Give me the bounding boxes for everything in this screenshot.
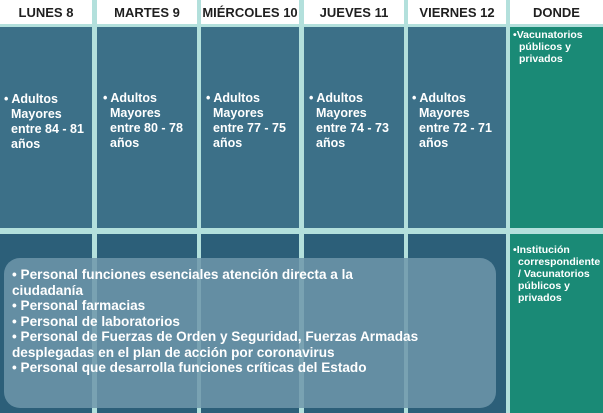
cell-line: Adultos — [419, 91, 466, 105]
bullet-icon: • — [513, 29, 517, 41]
donde-line: / Vacunatorios — [518, 268, 590, 280]
personnel-line: • Personal de laboratorios — [12, 313, 180, 329]
cell-line: entre 80 - 78 — [110, 121, 183, 135]
cell-lunes-row1 — [0, 27, 92, 228]
header-miercoles — [201, 0, 299, 24]
bullet-icon: • — [513, 244, 517, 256]
bullet-icon: • — [309, 91, 314, 105]
donde-line: privados — [519, 53, 563, 65]
donde-line: Vacunatorios — [516, 29, 583, 41]
personnel-line: ciudadanía — [12, 282, 84, 298]
cell-miercoles-row1 — [201, 27, 299, 228]
bullet-icon: • — [4, 92, 9, 106]
cell-miercoles-text — [206, 91, 286, 151]
donde-row1-text — [513, 29, 583, 65]
cell-donde-row1 — [510, 27, 603, 228]
cell-line: años — [11, 137, 41, 151]
personnel-line: • Personal que desarrolla funciones críticas del Estado — [12, 360, 367, 375]
cell-line: Mayores — [110, 106, 161, 120]
cell-line: Mayores — [419, 106, 470, 120]
donde-row2-text — [513, 244, 600, 304]
header-viernes — [408, 0, 506, 24]
personnel-line: • Personal funciones esenciales atención directa a la — [12, 267, 353, 282]
bullet-icon: • — [206, 91, 211, 105]
bullet-icon: • — [103, 91, 108, 105]
header-donde — [510, 0, 603, 24]
cell-line: Adultos — [110, 91, 157, 105]
donde-line: correspondiente — [518, 256, 601, 268]
cell-line: años — [316, 136, 346, 150]
cell-line: entre 72 - 71 — [419, 121, 492, 135]
cell-martes-row1 — [97, 27, 197, 228]
personnel-line: • Personal de Fuerzas de Orden y Seguridad, Fuerzas Armadas — [12, 329, 419, 344]
header-jueves — [304, 0, 404, 24]
donde-line: Institución — [516, 244, 570, 256]
cell-line: años — [419, 136, 449, 150]
cell-line: Adultos — [213, 91, 260, 105]
cell-line: Mayores — [213, 106, 264, 120]
header-lunes-label: LUNES 8 — [18, 4, 74, 20]
personnel-list-box — [4, 258, 496, 408]
cell-line: entre 84 - 81 — [11, 122, 84, 136]
header-lunes — [0, 0, 92, 24]
cell-line: Mayores — [11, 107, 62, 121]
personnel-line: desplegadas en el plan de acción por coronavirus — [12, 344, 335, 360]
cell-donde-row2 — [510, 234, 603, 413]
donde-line: privados — [518, 292, 562, 304]
donde-line: públicos y — [518, 280, 570, 292]
header-miercoles-label: MIÉRCOLES 10 — [202, 4, 298, 20]
donde-line: públicos y — [519, 41, 571, 53]
cell-martes-text — [103, 91, 183, 151]
cell-viernes-text — [412, 91, 492, 151]
header-jueves-label: JUEVES 11 — [319, 4, 389, 20]
header-martes-label: MARTES 9 — [114, 4, 180, 20]
header-donde-label: DONDE — [533, 4, 580, 20]
header-martes — [97, 0, 197, 24]
cell-line: entre 77 - 75 — [213, 121, 286, 135]
cell-line: años — [110, 136, 140, 150]
cell-line: Adultos — [11, 92, 58, 106]
personnel-line: • Personal farmacias — [12, 298, 146, 313]
cell-line: Mayores — [316, 106, 367, 120]
cell-viernes-row1 — [408, 27, 506, 228]
cell-lunes-text — [4, 92, 84, 152]
cell-line: años — [213, 136, 243, 150]
cell-jueves-row1 — [304, 27, 404, 228]
cell-jueves-text — [309, 91, 389, 151]
cell-line: Adultos — [316, 91, 363, 105]
cell-line: entre 74 - 73 — [316, 121, 389, 135]
bullet-icon: • — [412, 91, 417, 105]
header-viernes-label: VIERNES 12 — [419, 4, 495, 20]
